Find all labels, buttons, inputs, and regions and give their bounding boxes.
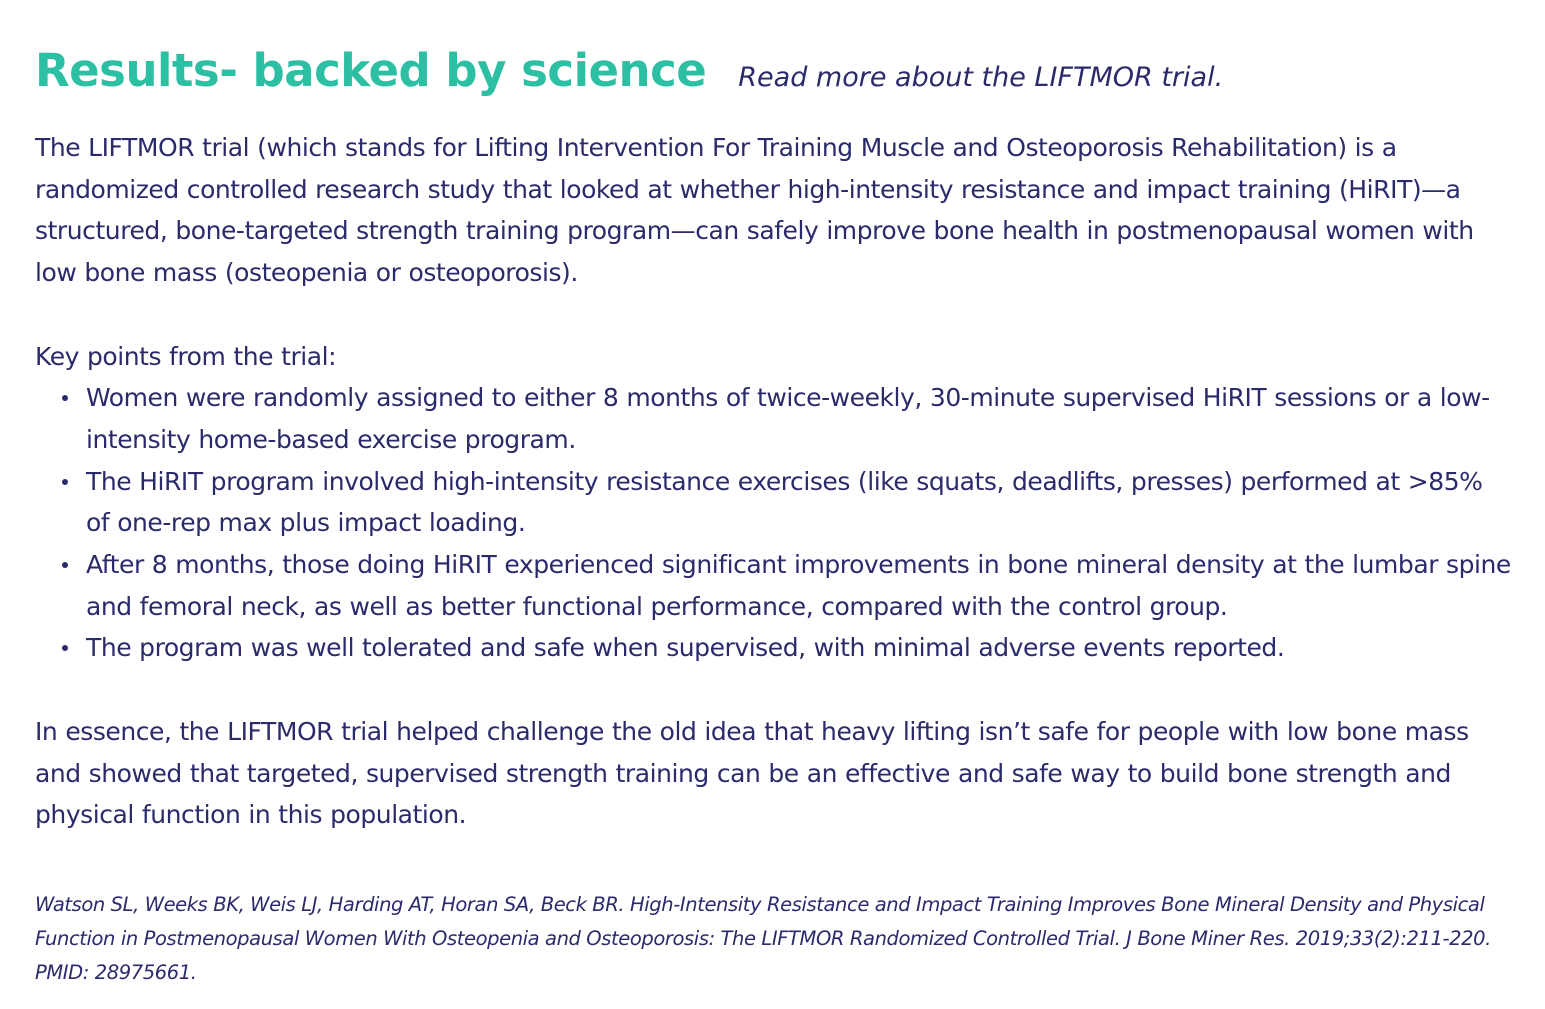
read-more-link[interactable]: Read more about the LIFTMOR trial. <box>738 62 1224 93</box>
header <box>35 40 1513 102</box>
intro-paragraph: The LIFTMOR trial (which stands for Lifting Intervention For Training Muscle and Osteoporosis Rehabilitation) is a randomized controlled research study that looked at whether high-intensity resistance and impact training (HiRIT)—a structured, bone-targeted strength training program—can safely improve bone health in postmenopausal women with low bone mass (osteopenia or osteoporosis). <box>35 133 1474 288</box>
page-title: Results- backed by science <box>35 44 707 97</box>
list-item: Women were randomly assigned to either 8 months of twice-weekly, 30-minute supervised HiRIT sessions or a low-intensity home-based exercise program. <box>86 377 1513 460</box>
list-item: After 8 months, those doing HiRIT experienced significant improvements in bone mineral density at the lumbar spine and femoral neck, as well as better functional performance, compared with the control group. <box>86 544 1513 627</box>
key-points-list <box>35 377 1513 669</box>
list-item: The program was well tolerated and safe when supervised, with minimal adverse events reported. <box>86 627 1513 669</box>
list-item: The HiRIT program involved high-intensity resistance exercises (like squats, deadlifts, presses) performed at >85% of one-rep max plus impact loading. <box>86 461 1513 544</box>
essence-paragraph: In essence, the LIFTMOR trial helped challenge the old idea that heavy lifting isn’t safe for people with low bone mass and showed that targeted, supervised strength training can be an effective and safe way to build bone strength and physical function in this population. <box>35 716 1469 830</box>
citation: Watson SL, Weeks BK, Weis LJ, Harding AT, Horan SA, Beck BR. High-Intensity Resistance and Impact Training Improves Bone Mineral Density and Physical Function in Postmenopausal Women With Osteopenia and Osteoporosis: The LIFTMOR Randomized Controlled Trial. J Bone Miner Res. 2019;33(2):211-220. PMID: 28975661. <box>35 892 1491 984</box>
key-points-heading: Key points from the trial: <box>35 341 337 371</box>
article <box>35 40 1513 1009</box>
